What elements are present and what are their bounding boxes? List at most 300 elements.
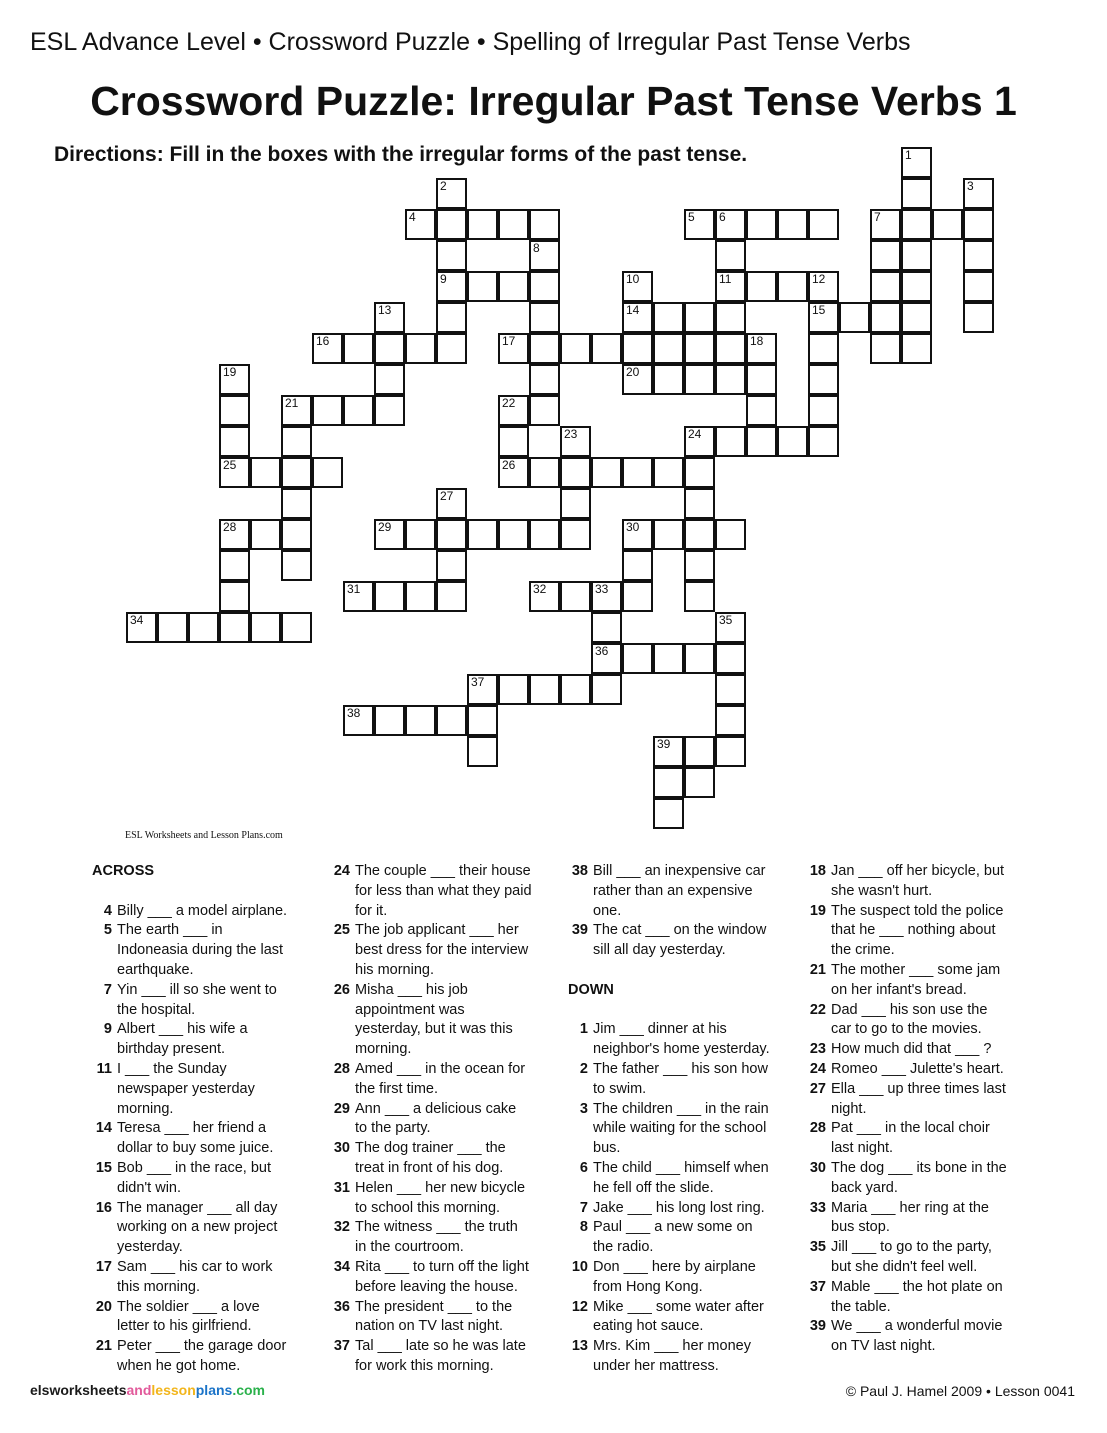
crossword-cell[interactable]	[684, 550, 715, 581]
crossword-cell[interactable]	[963, 209, 994, 240]
crossword-cell[interactable]	[405, 519, 436, 550]
clue-line: dollar to buy some juice.	[117, 1140, 274, 1157]
crossword-cell[interactable]	[374, 519, 405, 550]
across-clue	[92, 1298, 327, 1338]
crossword-cell[interactable]	[560, 426, 591, 457]
crossword-cell[interactable]	[281, 550, 312, 581]
clue-number: 18	[809, 863, 826, 879]
crossword-cell[interactable]	[591, 333, 622, 364]
crossword-cell[interactable]	[374, 581, 405, 612]
crossword-cell[interactable]	[715, 333, 746, 364]
clue-line: The earth ___ in	[117, 922, 223, 939]
crossword-cell[interactable]	[498, 271, 529, 302]
crossword-cell[interactable]	[901, 333, 932, 364]
clue-number: 12	[571, 1298, 588, 1315]
cell-number: 23	[564, 427, 578, 441]
crossword-cell[interactable]	[281, 395, 312, 426]
clue-line: bus stop.	[831, 1219, 890, 1236]
crossword-cell[interactable]	[498, 209, 529, 240]
down-clue	[806, 1317, 1041, 1357]
clue-line: The children ___ in the rain	[593, 1100, 769, 1117]
down-clue	[806, 902, 1041, 961]
crossword-cell[interactable]	[529, 519, 560, 550]
crossword-cell[interactable]	[591, 612, 622, 643]
crossword-cell[interactable]	[684, 209, 715, 240]
spacer	[568, 961, 803, 981]
crossword-cell[interactable]	[622, 550, 653, 581]
crossword-cell[interactable]	[715, 736, 746, 767]
clue-number: 13	[571, 1338, 588, 1355]
crossword-cell[interactable]	[529, 302, 560, 333]
across-clue	[330, 1258, 565, 1298]
crossword-cell[interactable]	[653, 364, 684, 395]
across-clue	[330, 921, 565, 980]
across-heading: ACROSS	[92, 863, 155, 879]
cell-number: 24	[688, 427, 702, 441]
crossword-cell[interactable]	[653, 519, 684, 550]
crossword-cell[interactable]	[529, 581, 560, 612]
crossword-cell[interactable]	[560, 674, 591, 705]
cell-number: 18	[750, 334, 764, 348]
crossword-cell[interactable]	[219, 426, 250, 457]
down-clue	[806, 862, 1041, 902]
cell-number: 26	[502, 458, 516, 472]
crossword-cell[interactable]	[529, 209, 560, 240]
crossword-cell[interactable]	[498, 674, 529, 705]
cell-number: 19	[223, 365, 237, 379]
down-clue	[806, 1199, 1041, 1239]
crossword-cell[interactable]	[715, 302, 746, 333]
cell-number: 16	[316, 334, 330, 348]
clue-column-2	[330, 862, 565, 1377]
crossword-cell[interactable]	[808, 333, 839, 364]
crossword-cell[interactable]	[870, 333, 901, 364]
crossword-cell[interactable]	[653, 643, 684, 674]
clue-line: neighbor's home yesterday.	[593, 1041, 770, 1058]
crossword-cell[interactable]	[653, 302, 684, 333]
cell-number: 34	[130, 613, 144, 627]
clue-line: Rita ___ to turn off the light	[355, 1258, 529, 1275]
crossword-cell[interactable]	[498, 395, 529, 426]
clue-number: 3	[579, 1100, 588, 1117]
clue-number: 22	[809, 1001, 826, 1018]
clue-line: The job applicant ___ her	[355, 922, 519, 939]
clue-line: his morning.	[355, 961, 434, 978]
crossword-cell[interactable]	[901, 147, 932, 178]
crossword-cell[interactable]	[157, 612, 188, 643]
crossword-cell[interactable]	[312, 457, 343, 488]
crossword-cell[interactable]	[901, 271, 932, 302]
clue-line: The father ___ his son how	[593, 1060, 768, 1077]
crossword-cell[interactable]	[529, 271, 560, 302]
crossword-cell[interactable]	[777, 271, 808, 302]
crossword-cell[interactable]	[188, 612, 219, 643]
crossword-cell[interactable]	[870, 302, 901, 333]
crossword-cell[interactable]	[684, 519, 715, 550]
cell-number: 28	[223, 520, 237, 534]
crossword-cell[interactable]	[684, 333, 715, 364]
crossword-cell[interactable]	[963, 240, 994, 271]
crossword-cell[interactable]	[653, 736, 684, 767]
crossword-cell[interactable]	[622, 364, 653, 395]
crossword-cell[interactable]	[281, 519, 312, 550]
crossword-cell[interactable]	[560, 457, 591, 488]
clue-line: The witness ___ the truth	[355, 1219, 518, 1236]
crossword-cell[interactable]	[560, 488, 591, 519]
across-clue	[92, 902, 327, 922]
cell-number: 27	[440, 489, 454, 503]
crossword-cell[interactable]	[715, 705, 746, 736]
cell-number: 33	[595, 582, 609, 596]
clue-number: 37	[809, 1278, 826, 1295]
crossword-cell[interactable]	[467, 736, 498, 767]
crossword-cell[interactable]	[498, 519, 529, 550]
site-logo	[30, 1382, 265, 1398]
clue-number: 14	[95, 1120, 112, 1137]
clue-number: 32	[333, 1219, 350, 1236]
crossword-cell[interactable]	[777, 209, 808, 240]
crossword-cell[interactable]	[622, 581, 653, 612]
crossword-cell[interactable]	[715, 209, 746, 240]
clue-line: car to go to the movies.	[831, 1021, 982, 1038]
crossword-cell[interactable]	[529, 333, 560, 364]
crossword-cell[interactable]	[746, 395, 777, 426]
clue-line: yesterday, but it was this	[355, 1021, 513, 1038]
crossword-cell[interactable]	[808, 426, 839, 457]
clue-number: 30	[333, 1140, 350, 1157]
crossword-cell[interactable]	[808, 271, 839, 302]
crossword-cell[interactable]	[436, 519, 467, 550]
crossword-cell[interactable]	[560, 333, 591, 364]
crossword-cell[interactable]	[591, 643, 622, 674]
crossword-cell[interactable]	[405, 209, 436, 240]
clue-line: on her infant's bread.	[831, 981, 967, 998]
crossword-cell[interactable]	[467, 705, 498, 736]
clue-line: yesterday.	[117, 1239, 183, 1256]
crossword-cell[interactable]	[684, 457, 715, 488]
crossword-cell[interactable]	[560, 581, 591, 612]
crossword-cell[interactable]	[746, 364, 777, 395]
crossword-cell[interactable]	[281, 426, 312, 457]
clue-number: 24	[333, 863, 350, 879]
crossword-cell[interactable]	[219, 364, 250, 395]
crossword-cell[interactable]	[529, 395, 560, 426]
crossword-cell[interactable]	[312, 333, 343, 364]
down-clue	[806, 1040, 1041, 1060]
crossword-cell[interactable]	[467, 271, 498, 302]
crossword-cell[interactable]	[715, 426, 746, 457]
crossword-cell[interactable]	[622, 643, 653, 674]
crossword-cell[interactable]	[715, 364, 746, 395]
crossword-cell[interactable]	[715, 519, 746, 550]
cell-number: 39	[657, 737, 671, 751]
crossword-cell[interactable]	[219, 457, 250, 488]
crossword-cell[interactable]	[684, 767, 715, 798]
clue-number: 7	[103, 981, 112, 998]
clue-line: Bill ___ an inexpensive car	[593, 863, 766, 879]
clue-line: The manager ___ all day	[117, 1199, 278, 1216]
crossword-cell[interactable]	[281, 457, 312, 488]
crossword-cell[interactable]	[436, 302, 467, 333]
clue-line: while waiting for the school	[593, 1120, 767, 1137]
clue-column-1	[92, 862, 327, 1377]
crossword-cell[interactable]	[498, 426, 529, 457]
logo-part: lesson	[151, 1382, 196, 1398]
crossword-cell[interactable]	[591, 674, 622, 705]
across-clue	[92, 1337, 327, 1377]
clue-number: 35	[809, 1239, 826, 1256]
cell-number: 9	[440, 272, 447, 286]
crossword-cell[interactable]	[529, 364, 560, 395]
clue-line: last night.	[831, 1140, 894, 1157]
clue-line: Maria ___ her ring at the	[831, 1199, 989, 1216]
crossword-cell[interactable]	[653, 457, 684, 488]
crossword-cell[interactable]	[901, 209, 932, 240]
crossword-cell[interactable]	[467, 674, 498, 705]
cell-number: 31	[347, 582, 361, 596]
crossword-cell[interactable]	[963, 271, 994, 302]
crossword-cell[interactable]	[467, 519, 498, 550]
across-clue	[92, 1258, 327, 1298]
clue-number: 15	[95, 1159, 112, 1176]
worksheet-subtitle: ESL Advance Level • Crossword Puzzle • Spelling of Irregular Past Tense Verbs	[30, 28, 911, 56]
clue-line: sill all day yesterday.	[593, 942, 726, 959]
clue-line: Paul ___ a new some on	[593, 1219, 753, 1236]
crossword-cell[interactable]	[591, 457, 622, 488]
clue-line: back yard.	[831, 1179, 898, 1196]
crossword-cell[interactable]	[932, 209, 963, 240]
crossword-cell[interactable]	[436, 240, 467, 271]
clue-line: the hospital.	[117, 1001, 196, 1018]
crossword-cell[interactable]	[746, 209, 777, 240]
clue-number: 30	[809, 1159, 826, 1176]
crossword-cell[interactable]	[343, 705, 374, 736]
crossword-cell[interactable]	[560, 519, 591, 550]
crossword-cell[interactable]	[436, 209, 467, 240]
clue-number: 25	[333, 922, 350, 939]
crossword-cell[interactable]	[715, 674, 746, 705]
cell-number: 1	[905, 148, 912, 162]
crossword-cell[interactable]	[622, 302, 653, 333]
crossword-cell[interactable]	[622, 519, 653, 550]
clue-line: Ella ___ up three times last	[831, 1080, 1006, 1097]
crossword-cell[interactable]	[312, 395, 343, 426]
crossword-cell[interactable]	[653, 798, 684, 829]
crossword-cell[interactable]	[901, 240, 932, 271]
clue-line: in the courtroom.	[355, 1239, 464, 1256]
clue-line: best dress for the interview	[355, 942, 529, 959]
cell-number: 29	[378, 520, 392, 534]
crossword-cell[interactable]	[126, 612, 157, 643]
crossword-cell[interactable]	[839, 302, 870, 333]
crossword-cell[interactable]	[901, 302, 932, 333]
clue-column-3	[568, 862, 803, 1377]
clue-number: 21	[95, 1338, 112, 1355]
clue-number: 20	[95, 1298, 112, 1315]
clue-line: Jim ___ dinner at his	[593, 1021, 727, 1038]
clue-line: on TV last night.	[831, 1338, 936, 1355]
across-clue	[92, 1159, 327, 1199]
down-clue	[806, 1080, 1041, 1120]
crossword-cell[interactable]	[684, 643, 715, 674]
crossword-cell[interactable]	[963, 302, 994, 333]
crossword-cell[interactable]	[219, 581, 250, 612]
cell-number: 30	[626, 520, 640, 534]
crossword-cell[interactable]	[343, 581, 374, 612]
clue-number: 8	[579, 1219, 588, 1236]
clue-line: from Hong Kong.	[593, 1278, 703, 1295]
crossword-cell[interactable]	[374, 395, 405, 426]
cell-number: 37	[471, 675, 485, 689]
across-clue	[330, 1139, 565, 1179]
crossword-cell[interactable]	[436, 488, 467, 519]
crossword-cell[interactable]	[777, 426, 808, 457]
crossword-cell[interactable]	[684, 736, 715, 767]
clue-number: 1	[579, 1021, 588, 1038]
crossword-cell[interactable]	[250, 519, 281, 550]
crossword-cell[interactable]	[250, 612, 281, 643]
crossword-cell[interactable]	[746, 333, 777, 364]
cell-number: 12	[812, 272, 826, 286]
clue-number: 36	[333, 1298, 350, 1315]
crossword-cell[interactable]	[529, 674, 560, 705]
crossword-cell[interactable]	[374, 364, 405, 395]
crossword-cell[interactable]	[436, 581, 467, 612]
down-clue	[806, 1119, 1041, 1159]
clue-line: working on a new project	[117, 1219, 278, 1236]
crossword-cell[interactable]	[219, 519, 250, 550]
down-heading: DOWN	[568, 981, 614, 998]
crossword-cell[interactable]	[746, 271, 777, 302]
crossword-cell[interactable]	[374, 302, 405, 333]
crossword-cell[interactable]	[684, 426, 715, 457]
clue-number: 16	[95, 1199, 112, 1216]
logo-part: plans	[195, 1382, 233, 1398]
clue-line: bus.	[593, 1140, 621, 1157]
across-clue	[330, 981, 565, 1060]
crossword-cell[interactable]	[529, 457, 560, 488]
crossword-cell[interactable]	[684, 581, 715, 612]
crossword-cell[interactable]	[219, 550, 250, 581]
crossword-cell[interactable]	[405, 581, 436, 612]
crossword-cell[interactable]	[219, 395, 250, 426]
crossword-cell[interactable]	[715, 612, 746, 643]
down-clue	[806, 1238, 1041, 1278]
crossword-cell[interactable]	[808, 364, 839, 395]
crossword-cell[interactable]	[281, 488, 312, 519]
clue-line: she wasn't hurt.	[831, 882, 933, 899]
clue-line: one.	[593, 902, 622, 919]
crossword-cell[interactable]	[622, 271, 653, 302]
logo-part: elsworksheets	[30, 1382, 127, 1398]
clue-line: Ann ___ a delicious cake	[355, 1100, 517, 1117]
crossword-cell[interactable]	[870, 209, 901, 240]
crossword-cell[interactable]	[374, 705, 405, 736]
down-clue	[568, 1060, 803, 1100]
crossword-cell[interactable]	[436, 705, 467, 736]
clue-line: Indoneasia during the last	[117, 942, 284, 959]
crossword-cell[interactable]	[808, 209, 839, 240]
crossword-cell[interactable]	[498, 457, 529, 488]
crossword-cell[interactable]	[684, 488, 715, 519]
clue-line: to swim.	[593, 1080, 647, 1097]
crossword-cell[interactable]	[405, 333, 436, 364]
clue-number: 6	[579, 1159, 588, 1176]
crossword-cell[interactable]	[529, 240, 560, 271]
clue-number: 23	[809, 1041, 826, 1058]
crossword-cell[interactable]	[901, 178, 932, 209]
clue-number: 28	[333, 1060, 350, 1077]
clue-line: Mike ___ some water after	[593, 1298, 764, 1315]
crossword-cell[interactable]	[467, 209, 498, 240]
down-clue	[806, 961, 1041, 1001]
crossword-cell[interactable]	[653, 767, 684, 798]
down-clue	[806, 1278, 1041, 1318]
cell-number: 36	[595, 644, 609, 658]
crossword-cell[interactable]	[808, 302, 839, 333]
crossword-cell[interactable]	[343, 333, 374, 364]
crossword-cell[interactable]	[715, 643, 746, 674]
crossword-cell[interactable]	[343, 395, 374, 426]
clue-line: Peter ___ the garage door	[117, 1338, 287, 1355]
down-clue	[806, 1159, 1041, 1199]
crossword-cell[interactable]	[436, 271, 467, 302]
cell-number: 25	[223, 458, 237, 472]
crossword-cell[interactable]	[281, 612, 312, 643]
crossword-cell[interactable]	[405, 705, 436, 736]
cell-number: 2	[440, 179, 447, 193]
crossword-cell[interactable]	[715, 240, 746, 271]
clue-line: before leaving the house.	[355, 1278, 518, 1295]
crossword-cell[interactable]	[684, 364, 715, 395]
cell-number: 5	[688, 210, 695, 224]
across-clue	[92, 1199, 327, 1258]
crossword-cell[interactable]	[963, 178, 994, 209]
cell-number: 14	[626, 303, 640, 317]
crossword-cell[interactable]	[870, 240, 901, 271]
crossword-cell[interactable]	[436, 550, 467, 581]
crossword-cell[interactable]	[219, 612, 250, 643]
crossword-cell[interactable]	[684, 302, 715, 333]
crossword-cell[interactable]	[715, 271, 746, 302]
clue-number: 9	[103, 1021, 112, 1038]
crossword-cell[interactable]	[436, 333, 467, 364]
crossword-cell[interactable]	[436, 178, 467, 209]
crossword-cell[interactable]	[591, 581, 622, 612]
clue-line: Amed ___ in the ocean for	[355, 1060, 526, 1077]
crossword-cell[interactable]	[374, 333, 405, 364]
across-clue	[330, 862, 565, 921]
crossword-cell[interactable]	[622, 457, 653, 488]
crossword-cell[interactable]	[808, 395, 839, 426]
clue-line: to the party.	[355, 1120, 431, 1137]
clue-line: for work this morning.	[355, 1357, 494, 1374]
crossword-cell[interactable]	[498, 333, 529, 364]
clue-line: We ___ a wonderful movie	[831, 1318, 1003, 1335]
clue-number: 10	[571, 1258, 588, 1275]
crossword-cell[interactable]	[653, 333, 684, 364]
clue-line: The dog trainer ___ the	[355, 1140, 506, 1157]
clue-number: 2	[579, 1060, 588, 1077]
clue-line: Billy ___ a model airplane.	[117, 902, 288, 919]
crossword-cell[interactable]	[746, 426, 777, 457]
cell-number: 7	[874, 210, 881, 224]
crossword-cell[interactable]	[250, 457, 281, 488]
clue-line: earthquake.	[117, 961, 194, 978]
crossword-cell[interactable]	[870, 271, 901, 302]
clue-line: The dog ___ its bone in the	[831, 1159, 1007, 1176]
crossword-cell[interactable]	[622, 333, 653, 364]
